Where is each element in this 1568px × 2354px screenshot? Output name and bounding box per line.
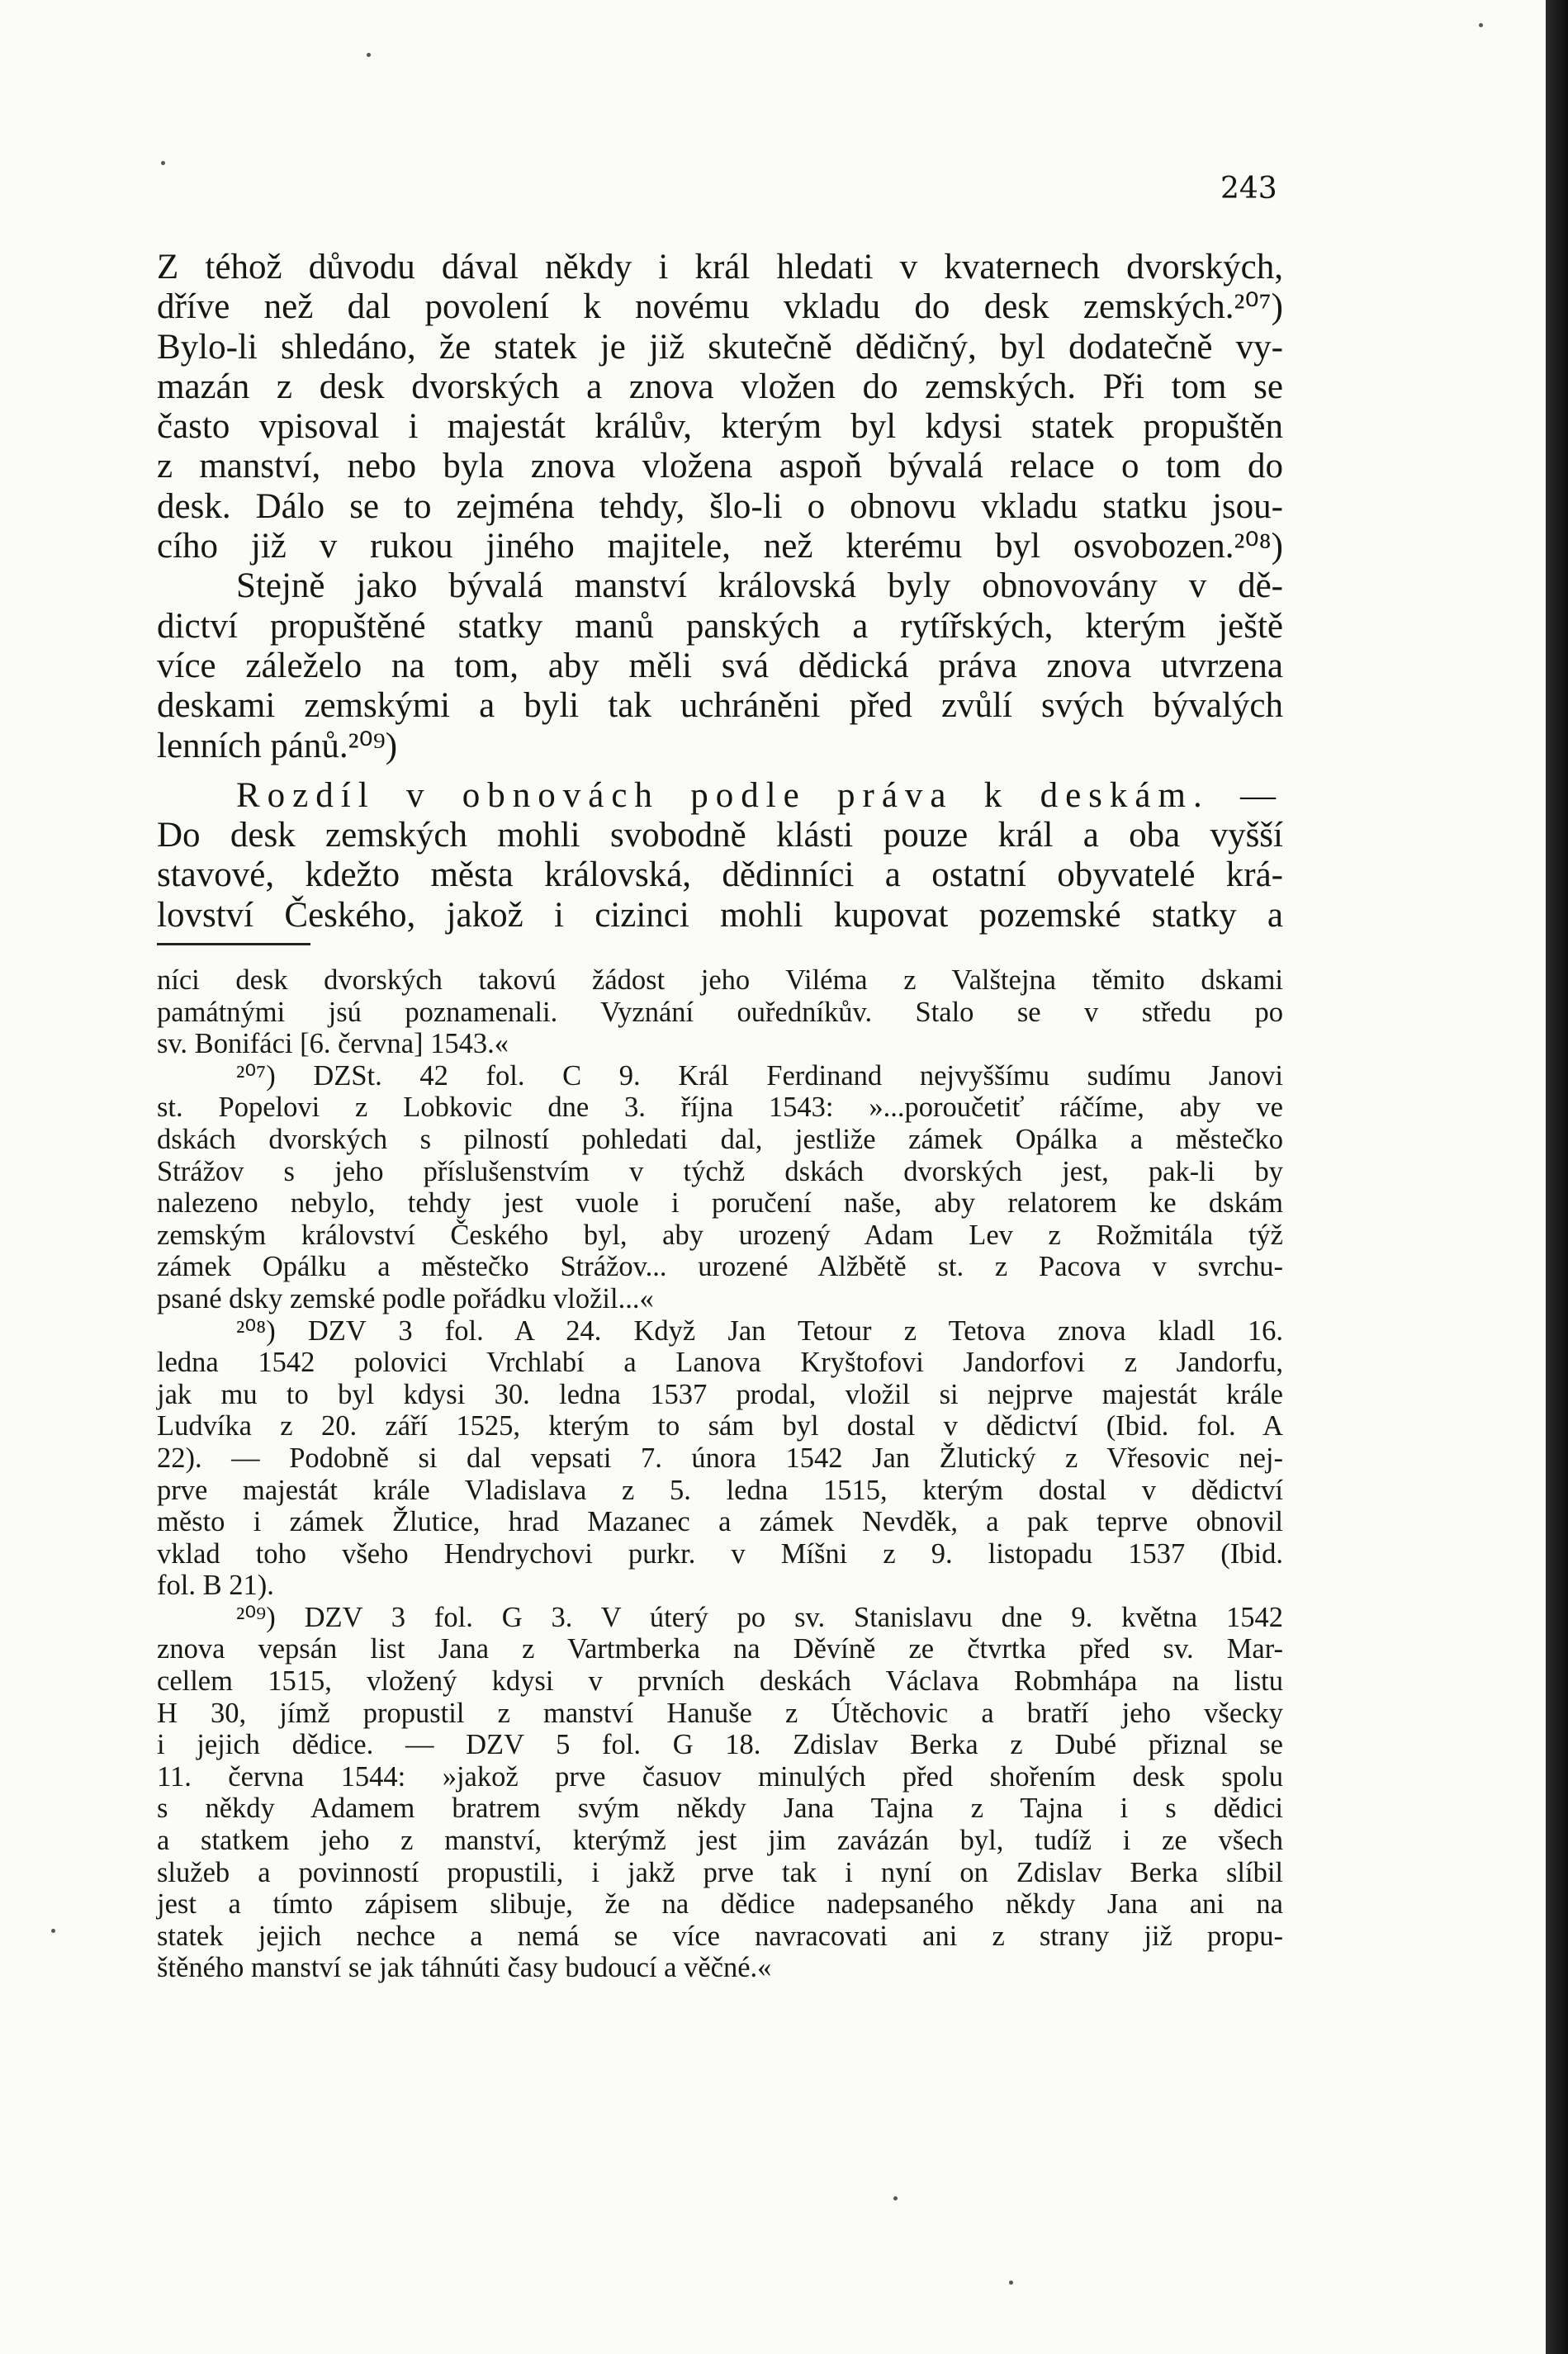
main-text bbox=[157, 248, 1283, 935]
footnote-line: Ludvíka z 20. září 1525, kterým to sám byl dostal v dědictví (Ibid. fol. A bbox=[157, 1410, 1283, 1442]
text-line: stavové, kdežto města královská, dědinníci a ostatní obyvatelé krá- bbox=[157, 855, 1283, 895]
text-line: Stejně jako bývalá manství královská byly obnovovány v dě- bbox=[236, 566, 1283, 606]
footnote-line: dskách dvorských s pilností pohledati dal, jestliže zámek Opálka a městečko bbox=[157, 1123, 1283, 1155]
text-line: dříve než dal povolení k novému vkladu do desk zemských.²⁰⁷) bbox=[157, 287, 1283, 327]
footnote-line: fol. B 21). bbox=[157, 1570, 274, 1602]
section-heading: Rozdíl v obnovách podle práva k deskám. — bbox=[236, 775, 1283, 815]
footnote-line: 22). — Podobně si dal vepsati 7. února 1542 Jan Žlutický z Vřesovic nej- bbox=[157, 1442, 1283, 1474]
scan-edge bbox=[1546, 0, 1568, 2354]
text-line: deskami zemskými a byli tak uchráněni před zvůlí svých bývalých bbox=[157, 686, 1283, 726]
text-line: lovství Českého, jakož i cizinci mohli kupovat pozemské statky a bbox=[157, 895, 1283, 935]
footnote-line: jest a tímto zápisem slibuje, že na dědice nadepsaného někdy Jana ani na bbox=[157, 1888, 1283, 1921]
text-line: desk. Dálo se to zejména tehdy, šlo-li o obnovu vkladu statku jsou- bbox=[157, 486, 1283, 526]
footnotes bbox=[157, 964, 1283, 1984]
footnote-207: ²⁰⁷) DZSt. 42 fol. C 9. Král Ferdinand nejvyššímu sudímu Janovi bbox=[236, 1059, 1283, 1092]
footnote-line: statek jejich nechce a nemá se více navracovati ani z strany již propu- bbox=[157, 1920, 1283, 1952]
footnote-line: st. Popelovi z Lobkovic dne 3. října 1543: »...poroučetiť ráčíme, aby ve bbox=[157, 1092, 1283, 1124]
footnote-line: psané dsky zemské podle pořádku vložil...« bbox=[157, 1282, 654, 1314]
footnote-line: znova vepsán list Jana z Vartmberka na Děvíně ze čtvrtka před sv. Mar- bbox=[157, 1633, 1283, 1665]
page-number: 243 bbox=[1220, 172, 1277, 206]
text-line: lenních pánů.²⁰⁹) bbox=[157, 726, 398, 765]
footnote-divider bbox=[157, 943, 310, 945]
footnote-line: zemským království Českého byl, aby urozený Adam Lev z Rožmitála týž bbox=[157, 1219, 1283, 1251]
footnote-line: město i zámek Žlutice, hrad Mazanec a zámek Nevděk, a pak teprve obnovil bbox=[157, 1506, 1283, 1538]
scan-speck bbox=[51, 1929, 55, 1933]
footnote-line: níci desk dvorských takovú žádost jeho Viléma z Valštejna těmito dskami bbox=[157, 964, 1283, 996]
section-heading-line bbox=[157, 776, 1283, 816]
scan-speck bbox=[367, 53, 371, 57]
footnote-line: památnými jsú poznamenali. Vyznání ouředníkův. Stalo se v středu po bbox=[157, 996, 1283, 1028]
scan-speck bbox=[1479, 23, 1483, 27]
footnote-line: i jejich dědice. — DZV 5 fol. G 18. Zdislav Berka z Dubé přiznal se bbox=[157, 1729, 1283, 1761]
footnote-line: s někdy Adamem bratrem svým někdy Jana Tajna z Tajna i s dědici bbox=[157, 1793, 1283, 1825]
text-line: Z téhož důvodu dával někdy i král hledati v kvaternech dvorských, bbox=[157, 248, 1283, 287]
scan-speck bbox=[1009, 2281, 1013, 2285]
footnote-line: 11. června 1544: »jakož prve časuov minulých před shořením desk spolu bbox=[157, 1760, 1283, 1793]
text-line: často vpisoval i majestát králův, kterým byl kdysi statek propuštěn bbox=[157, 407, 1283, 447]
text-line: mazán z desk dvorských a znova vložen do zemských. Při tom se bbox=[157, 367, 1283, 406]
text-line: cího již v rukou jiného majitele, než kterému byl osvobozen.²⁰⁸) bbox=[157, 527, 1283, 566]
text-line: z manství, nebo byla znova vložena aspoň bývalá relace o tom do bbox=[157, 447, 1283, 486]
text-line: Do desk zemských mohli svobodně klásti pouze král a oba vyšší bbox=[157, 816, 1283, 855]
footnote-line: zámek Opálku a městečko Strážov... urozené Alžbětě st. z Pacova v svrchu- bbox=[157, 1251, 1283, 1283]
text-line: dictví propuštěné statky manů panských a rytířských, kterým ještě bbox=[157, 606, 1283, 646]
footnote-line: prve majestát krále Vladislava z 5. ledna 1515, kterým dostal v dědictví bbox=[157, 1474, 1283, 1506]
scan-speck bbox=[893, 2196, 898, 2200]
footnote-209: ²⁰⁹) DZV 3 fol. G 3. V úterý po sv. Stanislavu dne 9. května 1542 bbox=[236, 1601, 1283, 1633]
footnote-line: Strážov s jeho příslušenstvím v týchž dskách dvorských jest, pak-li by bbox=[157, 1155, 1283, 1187]
text-line: více záleželo na tom, aby měli svá dědická práva znova utvrzena bbox=[157, 646, 1283, 685]
footnote-line: cellem 1515, vložený kdysi v prvních deskách Václava Robmhápa na listu bbox=[157, 1665, 1283, 1698]
footnote-line: nalezeno nebylo, tehdy jest vuole i poručení naše, aby relatorem ke dskám bbox=[157, 1187, 1283, 1220]
footnote-line: štěného manství se jak táhnúti časy budoucí a věčné.« bbox=[157, 1952, 772, 1984]
footnote-line: služeb a povinností propustili, i jakž prve tak i nyní on Zdislav Berka slíbil bbox=[157, 1856, 1283, 1888]
footnote-line: ledna 1542 polovici Vrchlabí a Lanova Kryštofovi Jandorfovi z Jandorfu, bbox=[157, 1347, 1283, 1379]
footnote-line: a statkem jeho z manství, kterýmž jest jim zavázán byl, tudíž i ze všech bbox=[157, 1825, 1283, 1857]
footnote-line: sv. Bonifáci [6. června] 1543.« bbox=[157, 1028, 509, 1060]
footnote-line: vklad toho všeho Hendrychovi purkr. v Míšni z 9. listopadu 1537 (Ibid. bbox=[157, 1537, 1283, 1570]
footnote-line: jak mu to byl kdysi 30. ledna 1537 prodal, vložil si nejprve majestát krále bbox=[157, 1378, 1283, 1410]
scan-speck bbox=[161, 161, 165, 165]
text-line: Bylo-li shledáno, že statek je již skutečně dědičný, byl dodatečně vy- bbox=[157, 327, 1283, 367]
footnote-208: ²⁰⁸) DZV 3 fol. A 24. Když Jan Tetour z Tetova znova kladl 16. bbox=[236, 1314, 1283, 1347]
footnote-line: H 30, jímž propustil z manství Hanuše z Útěchovic a bratří jeho všecky bbox=[157, 1697, 1283, 1729]
